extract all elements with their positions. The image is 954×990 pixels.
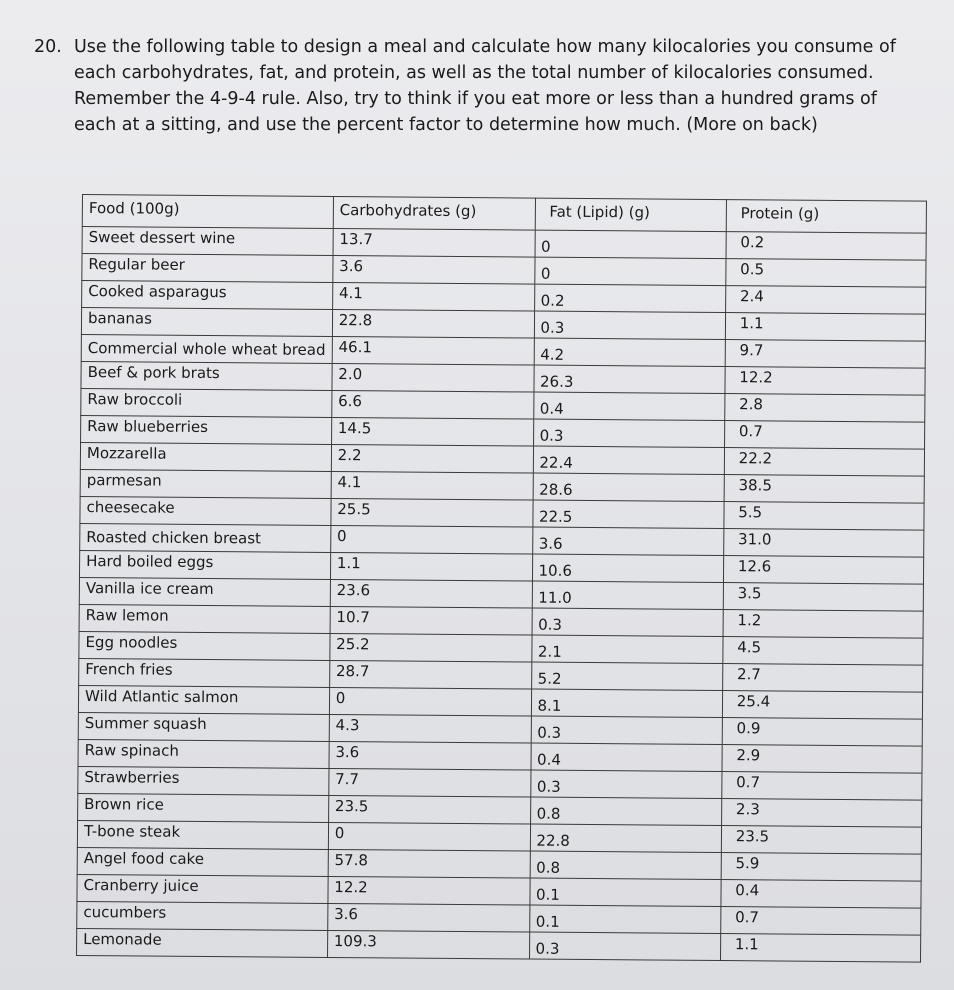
protein-cell	[721, 826, 921, 855]
protein-cell	[725, 340, 925, 369]
carbohydrates-cell-value: 57.8	[334, 851, 369, 870]
protein-cell-value: 0.7	[738, 422, 763, 441]
food-name-cell: Hard boiled eggs	[79, 550, 330, 579]
carbohydrates-cell-value: 10.7	[336, 608, 370, 627]
carbohydrates-cell-value: 2.2	[337, 446, 362, 465]
food-name-cell: Raw broccoli	[81, 388, 332, 417]
food-name-cell: French fries	[79, 658, 330, 687]
carbohydrates-cell	[332, 363, 534, 392]
fat-cell-value: 0.3	[538, 615, 563, 634]
carbohydrates-cell	[328, 876, 530, 905]
food-name-cell: Beef & pork brats	[81, 361, 332, 390]
carbohydrates-cell	[332, 309, 534, 338]
fat-cell-value: 2.1	[537, 642, 562, 661]
carbohydrates-cell-value: 4.1	[337, 473, 362, 492]
fat-cell	[530, 743, 721, 772]
protein-cell-value: 0.5	[740, 260, 765, 279]
carbohydrates-cell	[329, 687, 531, 716]
protein-cell-value: 2.7	[736, 665, 761, 684]
carbohydrates-cell	[330, 525, 532, 554]
carbohydrates-cell	[331, 444, 533, 473]
protein-cell-value: 2.9	[736, 746, 761, 765]
carbohydrates-cell-value: 3.6	[334, 905, 359, 924]
protein-cell-value: 4.5	[737, 638, 762, 657]
fat-cell	[534, 257, 725, 286]
food-name-cell: Vanilla ice cream	[79, 577, 330, 606]
carbohydrates-cell	[328, 849, 530, 878]
fat-cell-value: 5.2	[537, 669, 562, 688]
food-name-cell: Raw spinach	[78, 739, 329, 768]
carbohydrates-cell-value: 7.7	[335, 770, 360, 789]
question-line: each carbohydrates, fat, and protein, as well as the total number of kilocalories consumed.	[74, 63, 874, 83]
carbohydrates-cell-value: 4.1	[338, 284, 363, 303]
food-name-cell: cheesecake	[80, 496, 331, 525]
fat-cell-value: 0.4	[539, 399, 564, 418]
protein-cell-value: 2.8	[739, 395, 764, 414]
fat-cell-value: 0.3	[537, 723, 562, 742]
food-name-cell: Egg noodles	[79, 631, 330, 660]
fat-cell-value: 0.1	[535, 912, 560, 931]
food-name-cell: Brown rice	[78, 793, 329, 822]
food-name-cell: Commercial whole wheat bread	[81, 334, 332, 363]
protein-cell	[725, 367, 925, 396]
carbohydrates-cell-value: 1.1	[336, 554, 361, 573]
fat-cell-value: 28.6	[539, 480, 573, 499]
fat-cell-value: 0.8	[536, 858, 561, 877]
protein-cell-value: 12.2	[739, 368, 773, 387]
protein-cell	[724, 421, 924, 450]
carbohydrates-cell	[330, 552, 532, 581]
food-name-cell: bananas	[81, 308, 332, 337]
fat-cell	[532, 581, 723, 610]
carbohydrates-cell	[329, 768, 531, 797]
table-row	[77, 928, 921, 962]
fat-cell	[534, 284, 725, 313]
protein-cell	[721, 880, 921, 909]
fat-cell-value: 22.4	[539, 453, 573, 472]
protein-cell	[722, 664, 922, 693]
protein-cell-value: 22.2	[738, 449, 773, 468]
fat-cell	[532, 608, 723, 637]
fat-cell	[533, 446, 724, 475]
fat-cell-value: 0.3	[540, 318, 565, 337]
fat-cell	[529, 878, 720, 907]
fat-cell-value: 0.2	[540, 291, 565, 310]
food-name-cell: Sweet dessert wine	[82, 227, 333, 256]
carbohydrates-cell	[329, 660, 531, 689]
question-line: each at a sitting, and use the percent factor to determine how much. (More on back)	[74, 115, 818, 135]
carbohydrates-cell	[331, 471, 533, 500]
question-line: Use the following table to design a meal and calculate how many kilocalories you consume of	[74, 37, 896, 57]
protein-cell-value: 5.9	[735, 854, 760, 873]
fat-cell	[531, 689, 722, 718]
protein-cell	[722, 718, 922, 747]
carbohydrates-cell-value: 6.6	[338, 392, 363, 411]
carbohydrates-cell	[332, 336, 534, 365]
protein-cell	[723, 556, 923, 585]
protein-cell-value: 12.6	[737, 557, 772, 576]
protein-cell	[723, 529, 923, 558]
carbohydrates-cell	[330, 606, 532, 635]
fat-cell	[534, 311, 725, 340]
protein-cell-value: 31.0	[738, 530, 772, 549]
fat-cell	[533, 392, 724, 421]
carbohydrates-cell	[332, 282, 534, 311]
carbohydrates-cell	[329, 714, 531, 743]
protein-cell-value: 25.4	[736, 692, 771, 711]
fat-cell	[533, 365, 724, 394]
fat-cell-value: 22.8	[536, 831, 570, 850]
nutrition-table	[76, 194, 927, 963]
carbohydrates-cell-value: 23.6	[336, 581, 371, 600]
carbohydrates-cell-value: 0	[335, 689, 346, 708]
protein-cell	[726, 259, 926, 288]
carbohydrates-cell-value: 4.3	[335, 716, 360, 735]
fat-cell-value: 3.6	[538, 534, 563, 553]
food-name-cell: Angel food cake	[77, 847, 328, 876]
carbohydrates-cell	[328, 795, 530, 824]
fat-cell	[530, 824, 721, 853]
food-name-cell: Cooked asparagus	[82, 281, 333, 310]
carbohydrates-cell	[328, 822, 530, 851]
protein-cell	[724, 502, 924, 531]
food-name-cell: Cranberry juice	[77, 874, 328, 903]
protein-cell	[720, 907, 920, 936]
protein-cell	[722, 772, 922, 801]
protein-cell	[721, 799, 921, 828]
carbohydrates-cell-value: 13.7	[339, 230, 373, 249]
carbohydrates-cell-value: 2.0	[338, 365, 363, 384]
header-food: Food (100g)	[82, 195, 333, 229]
protein-cell-value: 38.5	[738, 476, 772, 495]
carbohydrates-cell-value: 25.5	[337, 500, 371, 519]
fat-cell-value: 0	[540, 264, 551, 283]
protein-cell	[724, 475, 924, 504]
fat-cell	[530, 851, 721, 880]
protein-cell	[725, 286, 925, 315]
header-carbohydrates: Carbohydrates (g)	[333, 196, 535, 230]
food-name-cell: parmesan	[80, 469, 331, 498]
protein-cell	[725, 313, 925, 342]
header-fat: Fat (Lipid) (g)	[535, 198, 727, 232]
carbohydrates-cell-value: 0	[337, 527, 347, 546]
protein-cell-value: 1.1	[734, 935, 759, 954]
carbohydrates-cell	[329, 741, 531, 770]
fat-cell	[531, 662, 722, 691]
protein-cell-value: 0.7	[735, 908, 760, 927]
carbohydrates-cell-value: 109.3	[333, 932, 377, 951]
food-name-cell: Regular beer	[82, 254, 333, 283]
food-name-cell: Strawberries	[78, 766, 329, 795]
protein-cell	[721, 853, 921, 882]
protein-cell	[723, 610, 923, 639]
protein-cell-value: 2.4	[739, 287, 764, 306]
food-name-cell: Lemonade	[77, 928, 328, 957]
protein-cell-value: 0.7	[736, 773, 761, 792]
carbohydrates-cell-value: 3.6	[339, 257, 364, 276]
protein-cell-value: 9.7	[739, 341, 764, 360]
fat-cell	[531, 635, 722, 664]
fat-cell	[532, 527, 723, 556]
question-line: Remember the 4-9-4 rule. Also, try to think if you eat more or less than a hundred grams of	[74, 89, 877, 109]
protein-cell-value: 23.5	[735, 827, 770, 846]
carbohydrates-cell	[331, 498, 533, 527]
fat-cell-value: 0.3	[536, 777, 561, 796]
carbohydrates-cell	[332, 390, 534, 419]
carbohydrates-cell-value: 12.2	[334, 878, 368, 897]
fat-cell	[529, 905, 720, 934]
fat-cell	[535, 230, 726, 259]
carbohydrates-cell-value: 14.5	[337, 419, 372, 438]
protein-cell-value: 1.1	[739, 314, 764, 333]
header-protein: Protein (g)	[726, 200, 926, 234]
fat-cell	[530, 797, 721, 826]
food-name-cell: Raw lemon	[79, 604, 330, 633]
protein-cell-value: 0.4	[735, 881, 760, 900]
carbohydrates-cell	[333, 255, 535, 284]
food-name-cell: Wild Atlantic salmon	[78, 685, 329, 714]
fat-cell	[533, 473, 724, 502]
carbohydrates-cell-value: 0	[334, 824, 345, 843]
question-block	[34, 34, 924, 138]
protein-cell-value: 0.9	[736, 719, 761, 738]
fat-cell	[534, 338, 725, 367]
protein-cell	[722, 745, 922, 774]
protein-cell-value: 5.5	[738, 503, 763, 522]
protein-cell-value: 3.5	[737, 584, 762, 603]
protein-cell	[723, 583, 923, 612]
protein-cell-value: 2.3	[735, 800, 760, 819]
fat-cell-value: 0.3	[535, 939, 560, 958]
fat-cell	[532, 554, 723, 583]
fat-cell	[532, 500, 723, 529]
food-name-cell: Mozzarella	[80, 442, 331, 471]
fat-cell-value: 0.4	[537, 750, 562, 769]
food-name-cell: Summer squash	[78, 712, 329, 741]
carbohydrates-cell	[333, 228, 535, 257]
fat-cell	[529, 932, 720, 961]
carbohydrates-cell-value: 28.7	[335, 662, 370, 681]
question-text	[74, 34, 924, 138]
food-name-cell: Roasted chicken breast	[80, 523, 331, 552]
carbohydrates-cell-value: 22.8	[338, 311, 373, 330]
fat-cell	[530, 770, 721, 799]
protein-cell	[724, 448, 924, 477]
food-name-cell: Raw blueberries	[81, 415, 332, 444]
fat-cell	[531, 716, 722, 745]
protein-cell-value: 1.2	[737, 611, 762, 630]
carbohydrates-cell	[327, 930, 529, 959]
carbohydrates-cell-value: 3.6	[335, 743, 360, 762]
protein-cell	[723, 637, 923, 666]
fat-cell-value: 10.6	[538, 561, 573, 580]
carbohydrates-cell	[331, 417, 533, 446]
question-number: 20.	[34, 37, 62, 57]
protein-cell	[720, 934, 920, 963]
protein-cell	[722, 691, 922, 720]
carbohydrates-cell-value: 25.2	[336, 635, 370, 654]
protein-cell	[725, 394, 925, 423]
carbohydrates-cell-value: 46.1	[338, 338, 373, 357]
fat-cell-value: 0.8	[536, 804, 561, 823]
fat-cell-value: 0.1	[535, 885, 560, 904]
carbohydrates-cell-value: 23.5	[334, 797, 369, 816]
food-name-cell: cucumbers	[77, 901, 328, 930]
carbohydrates-cell	[330, 633, 532, 662]
fat-cell-value: 8.1	[537, 696, 562, 715]
protein-cell-value: 0.2	[740, 233, 765, 252]
protein-cell	[726, 232, 926, 261]
fat-cell-value: 0	[541, 237, 551, 256]
fat-cell-value: 22.5	[538, 507, 573, 526]
carbohydrates-cell	[330, 579, 532, 608]
fat-cell-value: 26.3	[539, 372, 574, 391]
fat-cell-value: 0.3	[539, 426, 564, 445]
fat-cell	[533, 419, 724, 448]
carbohydrates-cell	[327, 903, 529, 932]
fat-cell-value: 4.2	[540, 345, 565, 364]
fat-cell-value: 11.0	[538, 588, 572, 607]
food-name-cell: T-bone steak	[77, 820, 328, 849]
